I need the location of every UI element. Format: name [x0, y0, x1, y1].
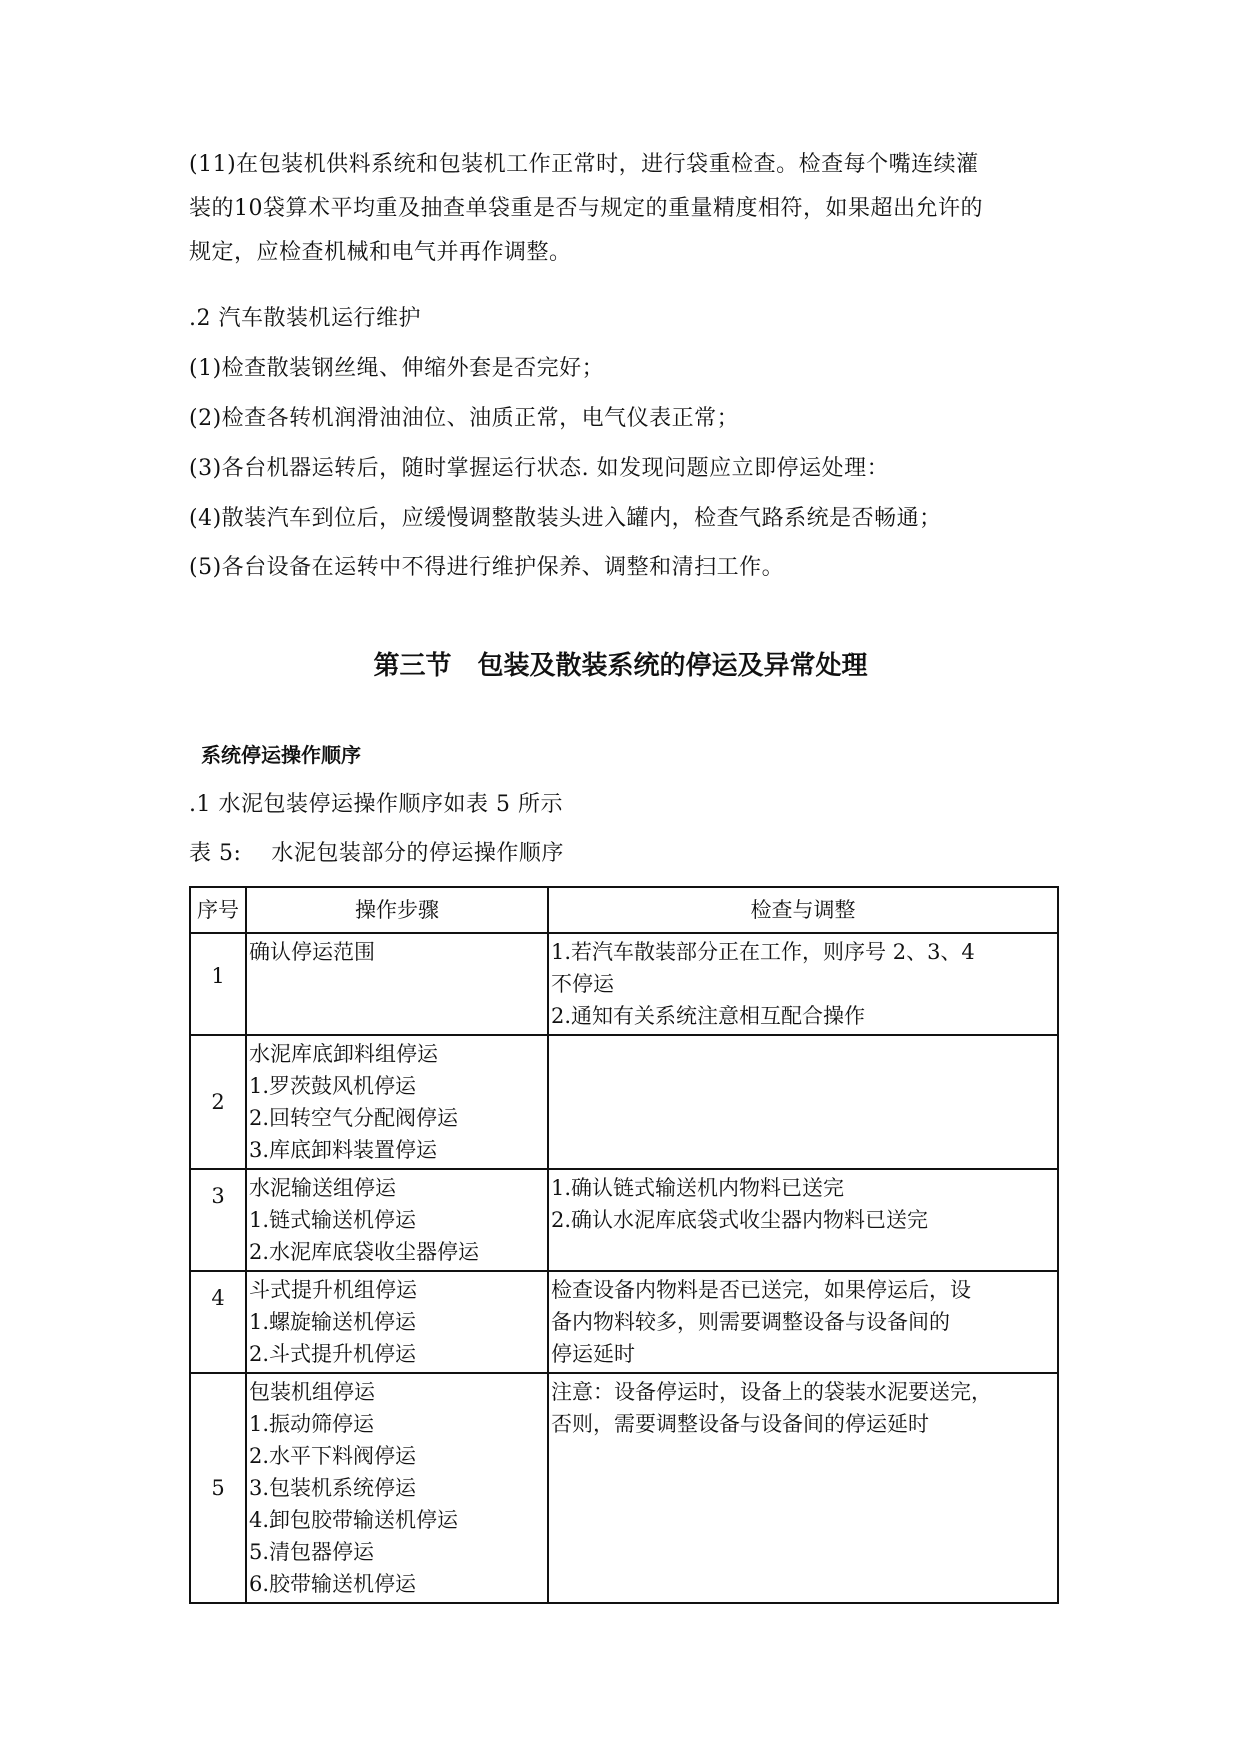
step-line: 2.水平下料阀停运	[249, 1444, 417, 1468]
paragraph-11-line-1: (11)在包装机供料系统和包装机工作正常时，进行袋重检查。检查每个嘴连续灌	[189, 152, 979, 177]
paragraph-11-line-2: 装的10袋算术平均重及抽查单袋重是否与规定的重量精度相符，如果超出允许的	[189, 196, 983, 221]
row-number: 5	[190, 1373, 246, 1603]
row-checks	[548, 933, 1058, 1035]
row-number: 3	[190, 1169, 246, 1271]
header-steps: 操作步骤	[246, 887, 548, 933]
step-line: 1.振动筛停运	[249, 1412, 375, 1436]
row-checks	[548, 1373, 1058, 1603]
step-line: 6.胶带输送机停运	[249, 1572, 417, 1596]
step-line: 2.回转空气分配阀停运	[249, 1106, 459, 1130]
row-steps	[246, 1169, 548, 1271]
step-line: 1.链式输送机停运	[249, 1208, 417, 1232]
check-line: 1.若汽车散装部分正在工作，则序号 2、3、4	[551, 940, 975, 964]
check-line: 不停运	[551, 972, 614, 996]
step-line: 确认停运范围	[249, 940, 375, 964]
row-number: 4	[190, 1271, 246, 1373]
row-steps	[246, 933, 548, 1035]
check-line: 检查设备内物料是否已送完，如果停运后，设	[551, 1278, 971, 1302]
row-number: 2	[190, 1035, 246, 1169]
step-line: 斗式提升机组停运	[249, 1278, 417, 1302]
step-line: 2.水泥库底袋收尘器停运	[249, 1240, 480, 1264]
shutdown-sequence-table	[189, 886, 1059, 1604]
check-line: 1.确认链式输送机内物料已送完	[551, 1176, 845, 1200]
row-checks	[548, 1271, 1058, 1373]
section-heading: 第三节 包装及散装系统的停运及异常处理	[373, 651, 868, 681]
row-steps	[246, 1271, 548, 1373]
list-item-4: (4)散装汽车到位后，应缓慢调整散装头进入罐内，检查气路系统是否畅通；	[189, 506, 942, 531]
table-row	[190, 933, 1058, 1035]
header-checks: 检查与调整	[548, 887, 1058, 933]
table-row	[190, 1035, 1058, 1169]
paragraph-11-line-3: 规定，应检查机械和电气并再作调整。	[189, 240, 572, 265]
list-item-2: (2)检查各转机润滑油油位、油质正常，电气仪表正常；	[189, 406, 740, 431]
row-number: 1	[190, 933, 246, 1035]
check-line: 2.确认水泥库底袋式收尘器内物料已送完	[551, 1208, 929, 1232]
row-checks	[548, 1035, 1058, 1169]
step-line: 5.清包器停运	[249, 1540, 375, 1564]
subsection-2-title: .2 汽车散装机运行维护	[189, 306, 421, 331]
step-line: 2.斗式提升机停运	[249, 1342, 417, 1366]
row-checks	[548, 1169, 1058, 1271]
step-line: 1.螺旋输送机停运	[249, 1310, 417, 1334]
step-line: 水泥输送组停运	[249, 1176, 396, 1200]
intro-line: .1 水泥包装停运操作顺序如表 5 所示	[189, 792, 563, 817]
check-line: 否则，需要调整设备与设备间的停运延时	[551, 1412, 929, 1436]
check-line: 注意：设备停运时，设备上的袋装水泥要送完，	[551, 1380, 992, 1404]
sub-heading: 系统停运操作顺序	[201, 743, 361, 767]
table-caption: 表 5: 水泥包装部分的停运操作顺序	[189, 841, 564, 866]
table-row	[190, 1271, 1058, 1373]
table-header-row	[190, 887, 1058, 933]
table-row	[190, 1373, 1058, 1603]
list-item-1: (1)检查散装钢丝绳、伸缩外套是否完好；	[189, 356, 605, 381]
step-line: 3.库底卸料装置停运	[249, 1138, 438, 1162]
check-line: 停运延时	[551, 1342, 635, 1366]
step-line: 1.罗茨鼓风机停运	[249, 1074, 417, 1098]
step-line: 水泥库底卸料组停运	[249, 1042, 438, 1066]
header-number: 序号	[190, 887, 246, 933]
check-line: 2.通知有关系统注意相互配合操作	[551, 1004, 866, 1028]
list-item-5: (5)各台设备在运转中不得进行维护保养、调整和清扫工作。	[189, 555, 785, 580]
row-steps	[246, 1035, 548, 1169]
step-line: 3.包装机系统停运	[249, 1476, 417, 1500]
step-line: 包装机组停运	[249, 1380, 375, 1404]
check-line: 备内物料较多，则需要调整设备与设备间的	[551, 1310, 950, 1334]
table-row	[190, 1169, 1058, 1271]
row-steps	[246, 1373, 548, 1603]
step-line: 4.卸包胶带输送机停运	[249, 1508, 459, 1532]
list-item-3: (3)各台机器运转后，随时掌握运行状态. 如发现问题应立即停运处理：	[189, 456, 890, 481]
